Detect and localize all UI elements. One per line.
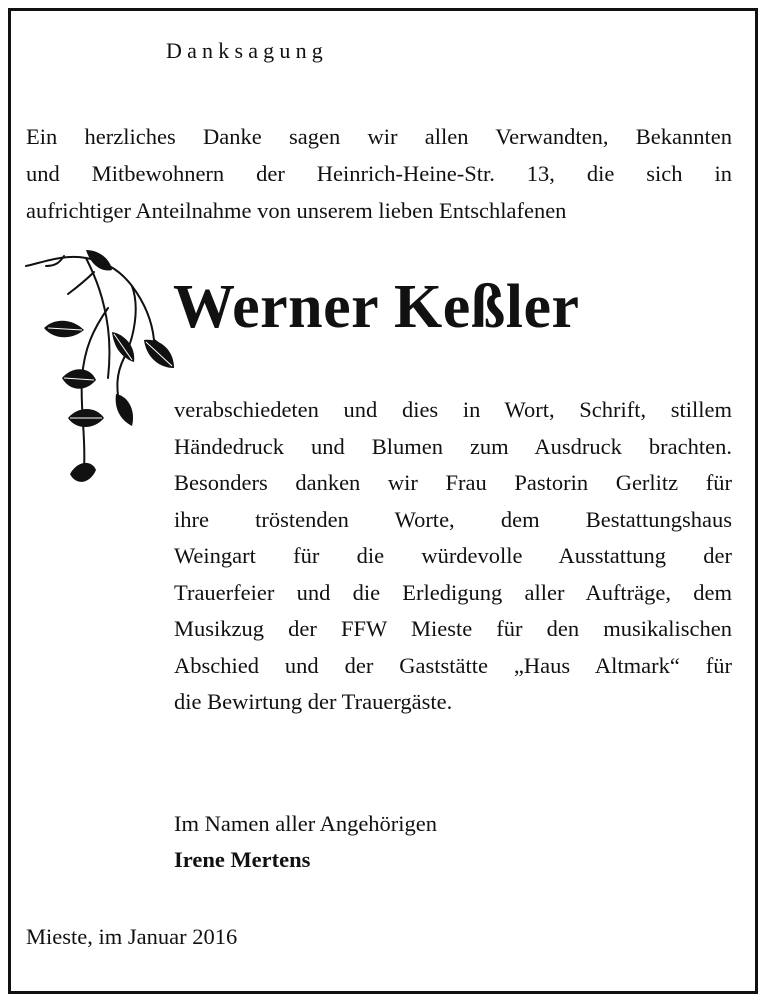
body-line: die Bewirtung der Trauergäste. (174, 689, 453, 714)
body-line: Abschied und der Gaststätte „Haus Altmark“ für (174, 652, 732, 678)
notice-heading: Danksagung (166, 38, 328, 63)
deceased-name: Werner Keßler (173, 273, 580, 341)
intro-line: aufrichtiger Anteilnahme von unserem lieben Entschlafenen (26, 198, 567, 223)
closing-phrase: Im Namen aller Angehörigen (174, 811, 438, 836)
intro-paragraph (26, 118, 732, 229)
body-line: verabschiedeten und dies in Wort, Schrift, stillem (174, 397, 732, 422)
body-paragraph (174, 392, 732, 721)
intro-line: Ein herzliches Danke sagen wir allen Verwandten, Bekannten (26, 124, 732, 149)
place-date: Mieste, im Januar 2016 (26, 924, 238, 949)
body-line: ihre tröstenden Worte, dem Bestattungshaus (174, 506, 732, 532)
body-line: Musikzug der FFW Mieste für den musikalischen (174, 616, 732, 641)
leaf-branch-icon (24, 248, 189, 498)
body-line: Besonders danken wir Frau Pastorin Gerlitz für (174, 470, 732, 495)
body-line: Weingart für die würdevolle Ausstattung der (174, 543, 732, 568)
closing-block (174, 806, 437, 878)
signer-name: Irene Mertens (174, 847, 311, 872)
body-line: Trauerfeier und die Erledigung aller Aufträge, dem (174, 579, 732, 605)
body-line: Händedruck und Blumen zum Ausdruck brachten. (174, 433, 732, 459)
intro-line: und Mitbewohnern der Heinrich-Heine-Str. 13, die sich in (26, 161, 732, 186)
